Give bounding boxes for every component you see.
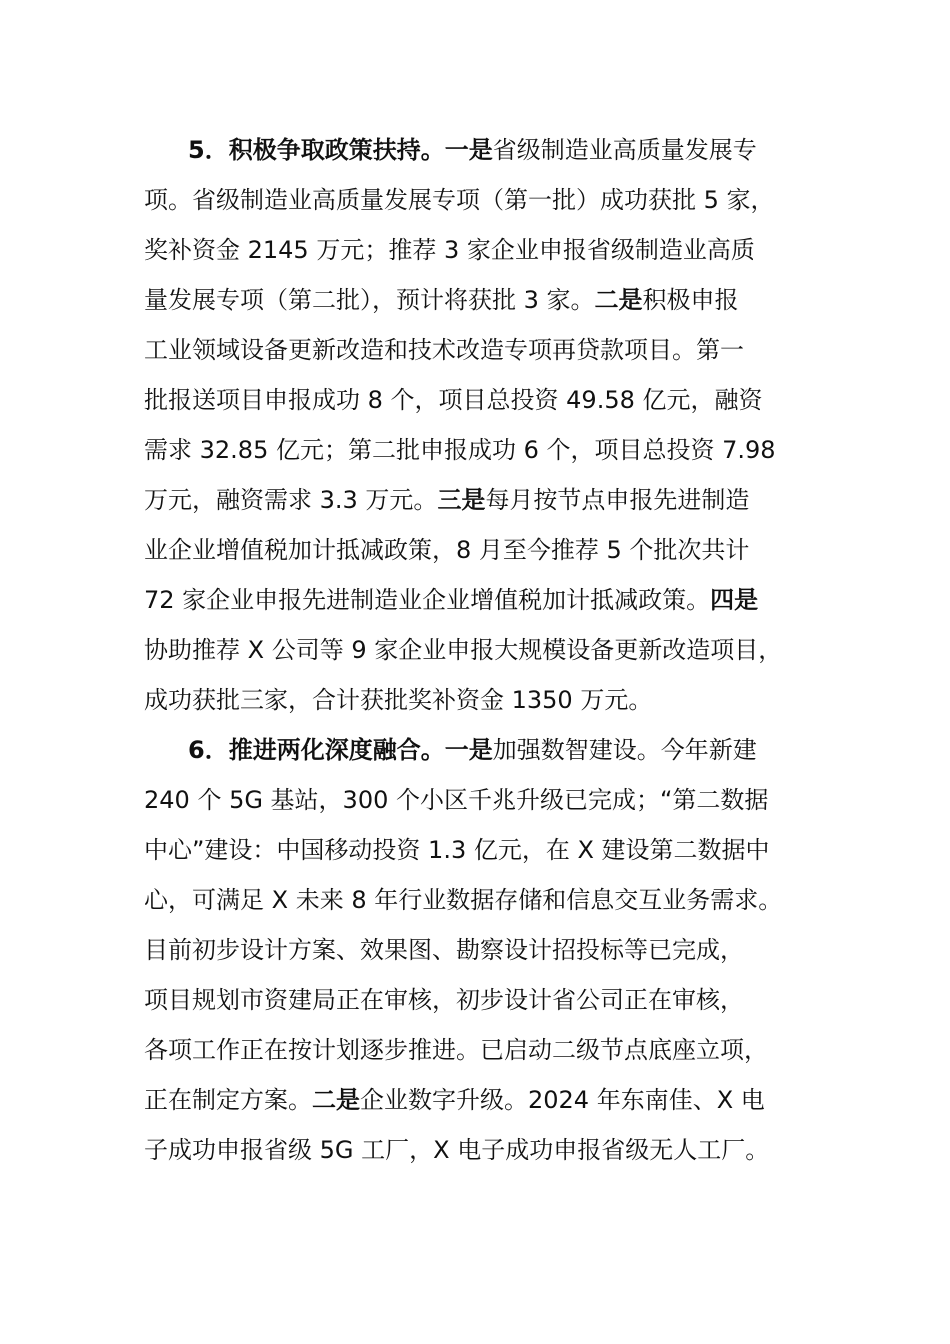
text-line: [144, 1075, 765, 1125]
text-line: [144, 1125, 769, 1175]
text-run: 正在制定方案。: [144, 1086, 312, 1114]
text-line: [144, 525, 749, 575]
text-line: [144, 675, 652, 725]
text-run: 积极申报: [642, 286, 739, 314]
text-line: [144, 575, 758, 625]
text-line: [144, 225, 755, 275]
text-run: 成功获批三家，合计获批奖补资金 1350 万元。: [144, 686, 653, 714]
bold-phrase: 四是: [710, 586, 759, 614]
text-run: 工业领域设备更新改造和技术改造专项再贷款项目。第一: [144, 336, 744, 364]
text-run: 心，可满足 X 未来 8 年行业数据存储和信息交互业务需求。: [144, 886, 783, 914]
text-run: 72 家企业申报先进制造业企业增值税加计抵减政策。: [144, 586, 711, 614]
text-line: [144, 475, 749, 525]
text-run: 加强数智建设。今年新建: [492, 736, 757, 764]
text-run: 项。省级制造业高质量发展专项（第一批）成功获批 5 家，: [144, 186, 775, 214]
bold-phrase: 三是: [437, 486, 486, 514]
text-run: 省级制造业高质量发展专: [492, 136, 757, 164]
text-line: [144, 1025, 768, 1075]
text-run: 批报送项目申报成功 8 个，项目总投资 49.58 亿元，融资: [144, 386, 763, 414]
text-line: [188, 125, 757, 175]
text-line: [144, 625, 782, 675]
text-line: [144, 175, 775, 225]
text-run: 240 个 5G 基站，300 个小区千兆升级已完成；“第二数据: [144, 786, 769, 814]
text-line: [188, 725, 757, 775]
text-line: [144, 825, 770, 875]
text-run: 业企业增值税加计抵减政策，8 月至今推荐 5 个批次共计: [144, 536, 750, 564]
text-run: 各项工作正在按计划逐步推进。已启动二级节点底座立项，: [144, 1036, 768, 1064]
text-line: [144, 775, 768, 825]
text-run: 万元，融资需求 3.3 万元。: [144, 486, 438, 514]
text-run: 奖补资金 2145 万元；推荐 3 家企业申报省级制造业高质: [144, 236, 755, 264]
text-line: [144, 925, 744, 975]
text-line: [144, 975, 744, 1025]
text-run: 需求 32.85 亿元；第二批申报成功 6 个，项目总投资 7.98: [144, 436, 776, 464]
bold-phrase: 6．推进两化深度融合。: [188, 736, 445, 764]
text-run: 子成功申报省级 5G 工厂，X 电子成功申报省级无人工厂。: [144, 1136, 770, 1164]
bold-phrase: 二是: [312, 1086, 360, 1114]
bold-phrase: 一是: [444, 736, 493, 764]
text-run: 协助推荐 X 公司等 9 家企业申报大规模设备更新改造项目，: [144, 636, 783, 664]
bold-phrase: 5．积极争取政策扶持。: [188, 136, 445, 164]
bold-phrase: 一是: [444, 136, 493, 164]
text-line: [144, 875, 782, 925]
text-run: 企业数字升级。2024 年东南佳、X 电: [360, 1086, 765, 1114]
text-run: 目前初步设计方案、效果图、勘察设计招投标等已完成，: [144, 936, 744, 964]
text-line: [144, 425, 776, 475]
text-line: [144, 325, 744, 375]
text-run: 量发展专项（第二批），预计将获批 3 家。: [144, 286, 595, 314]
text-run: 每月按节点申报先进制造: [485, 486, 750, 514]
text-line: [144, 375, 763, 425]
text-run: 项目规划市资建局正在审核，初步设计省公司正在审核，: [144, 986, 744, 1014]
text-line: [144, 275, 739, 325]
text-run: 中心”建设：中国移动投资 1.3 亿元，在 X 建设第二数据中: [144, 836, 770, 864]
bold-phrase: 二是: [594, 286, 643, 314]
